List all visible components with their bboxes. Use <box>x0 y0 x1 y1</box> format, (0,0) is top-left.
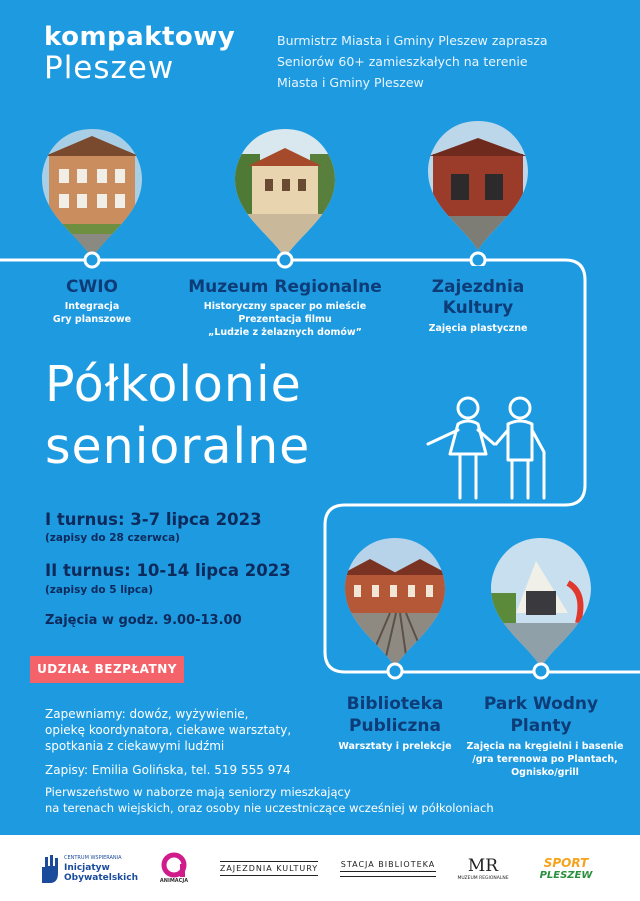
footer-logos <box>0 835 640 901</box>
location-zajezdnia-name: Zajezdnia Kultury <box>431 277 525 318</box>
logo-muzeum: MR MUZEUM REGIONALNE <box>457 855 509 881</box>
location-cwio-name: CWIO <box>65 277 118 297</box>
turnus-1: I turnus: 3-7 lipca 2023 <box>45 510 262 529</box>
hours: Zajęcia w godz. 9.00-13.00 <box>45 613 242 628</box>
logo-sport: SPORT PLESZEW <box>539 855 593 881</box>
pin-cwio-photo <box>37 124 147 274</box>
location-muzeum-name: Muzeum Regionalne <box>188 277 382 297</box>
contact-text: Zapisy: Emilia Golińska, tel. 519 555 974 <box>45 763 291 777</box>
logo-pleszew: Pleszew <box>44 50 175 86</box>
location-biblioteka-details: Warsztaty i prelekcje <box>338 741 452 752</box>
title-line2: senioralne <box>45 418 311 475</box>
pin-biblioteka-photo <box>340 533 450 683</box>
intro-text: Burmistrz Miasta i Gminy Pleszew zaprasza Seniorów 60+ zamieszkałych na terenie Miasta i Gminy Pleszew <box>277 33 548 90</box>
free-participation-badge: UDZIAŁ BEZPŁATNY <box>30 656 184 683</box>
location-muzeum-details: Historyczny spacer po mieście Prezentacja filmu „Ludzie z żelaznych domów” <box>203 301 367 338</box>
location-biblioteka-name: Biblioteka Publiczna <box>346 694 444 736</box>
turnus-1-note: (zapisy do 28 czerwca) <box>45 532 180 544</box>
logo-zajezdnia: ZAJEZDNIA KULTURY <box>212 835 326 901</box>
seniors-icon <box>420 392 560 504</box>
turnus-2-note: (zapisy do 5 lipca) <box>45 584 154 596</box>
location-park-details: Zajęcia na kręgielni i basenie /gra terenowa po Plantach, Ognisko/grill <box>466 741 624 778</box>
turnus-2: II turnus: 10-14 lipca 2023 <box>45 561 291 580</box>
pin-zajezdnia-photo <box>423 116 533 266</box>
animacja-a-icon <box>161 852 187 878</box>
logo-stacja: STACJA BIBLIOTEKA <box>334 835 442 901</box>
pin-muzeum-photo <box>230 124 340 274</box>
logo-animacja: ANIMACJA <box>150 835 198 901</box>
hand-icon <box>38 853 60 883</box>
logo-kompaktowy: kompaktowy <box>44 22 236 52</box>
priority-text: Pierwszeństwo w naborze mają seniorzy mieszkający na terenach wiejskich, oraz osoby nie uczestniczące wcześniej w półkoloniach <box>45 785 494 815</box>
title-line1: Półkolonie <box>45 356 302 413</box>
pin-park-photo <box>486 533 596 683</box>
provide-text: Zapewniamy: dowóz, wyżywienie, opiekę koordynatora, ciekawe warsztaty, spotkania z ciekawymi ludźmi <box>45 707 292 753</box>
logo-cwio: CENTRUM WSPIERANIA Inicjatyw Obywatelskich <box>38 835 138 901</box>
location-zajezdnia-details: Zajęcia plastyczne <box>428 323 528 334</box>
location-cwio-details: Integracja Gry planszowe <box>52 301 132 325</box>
location-park-name: Park Wodny Planty <box>483 694 599 736</box>
